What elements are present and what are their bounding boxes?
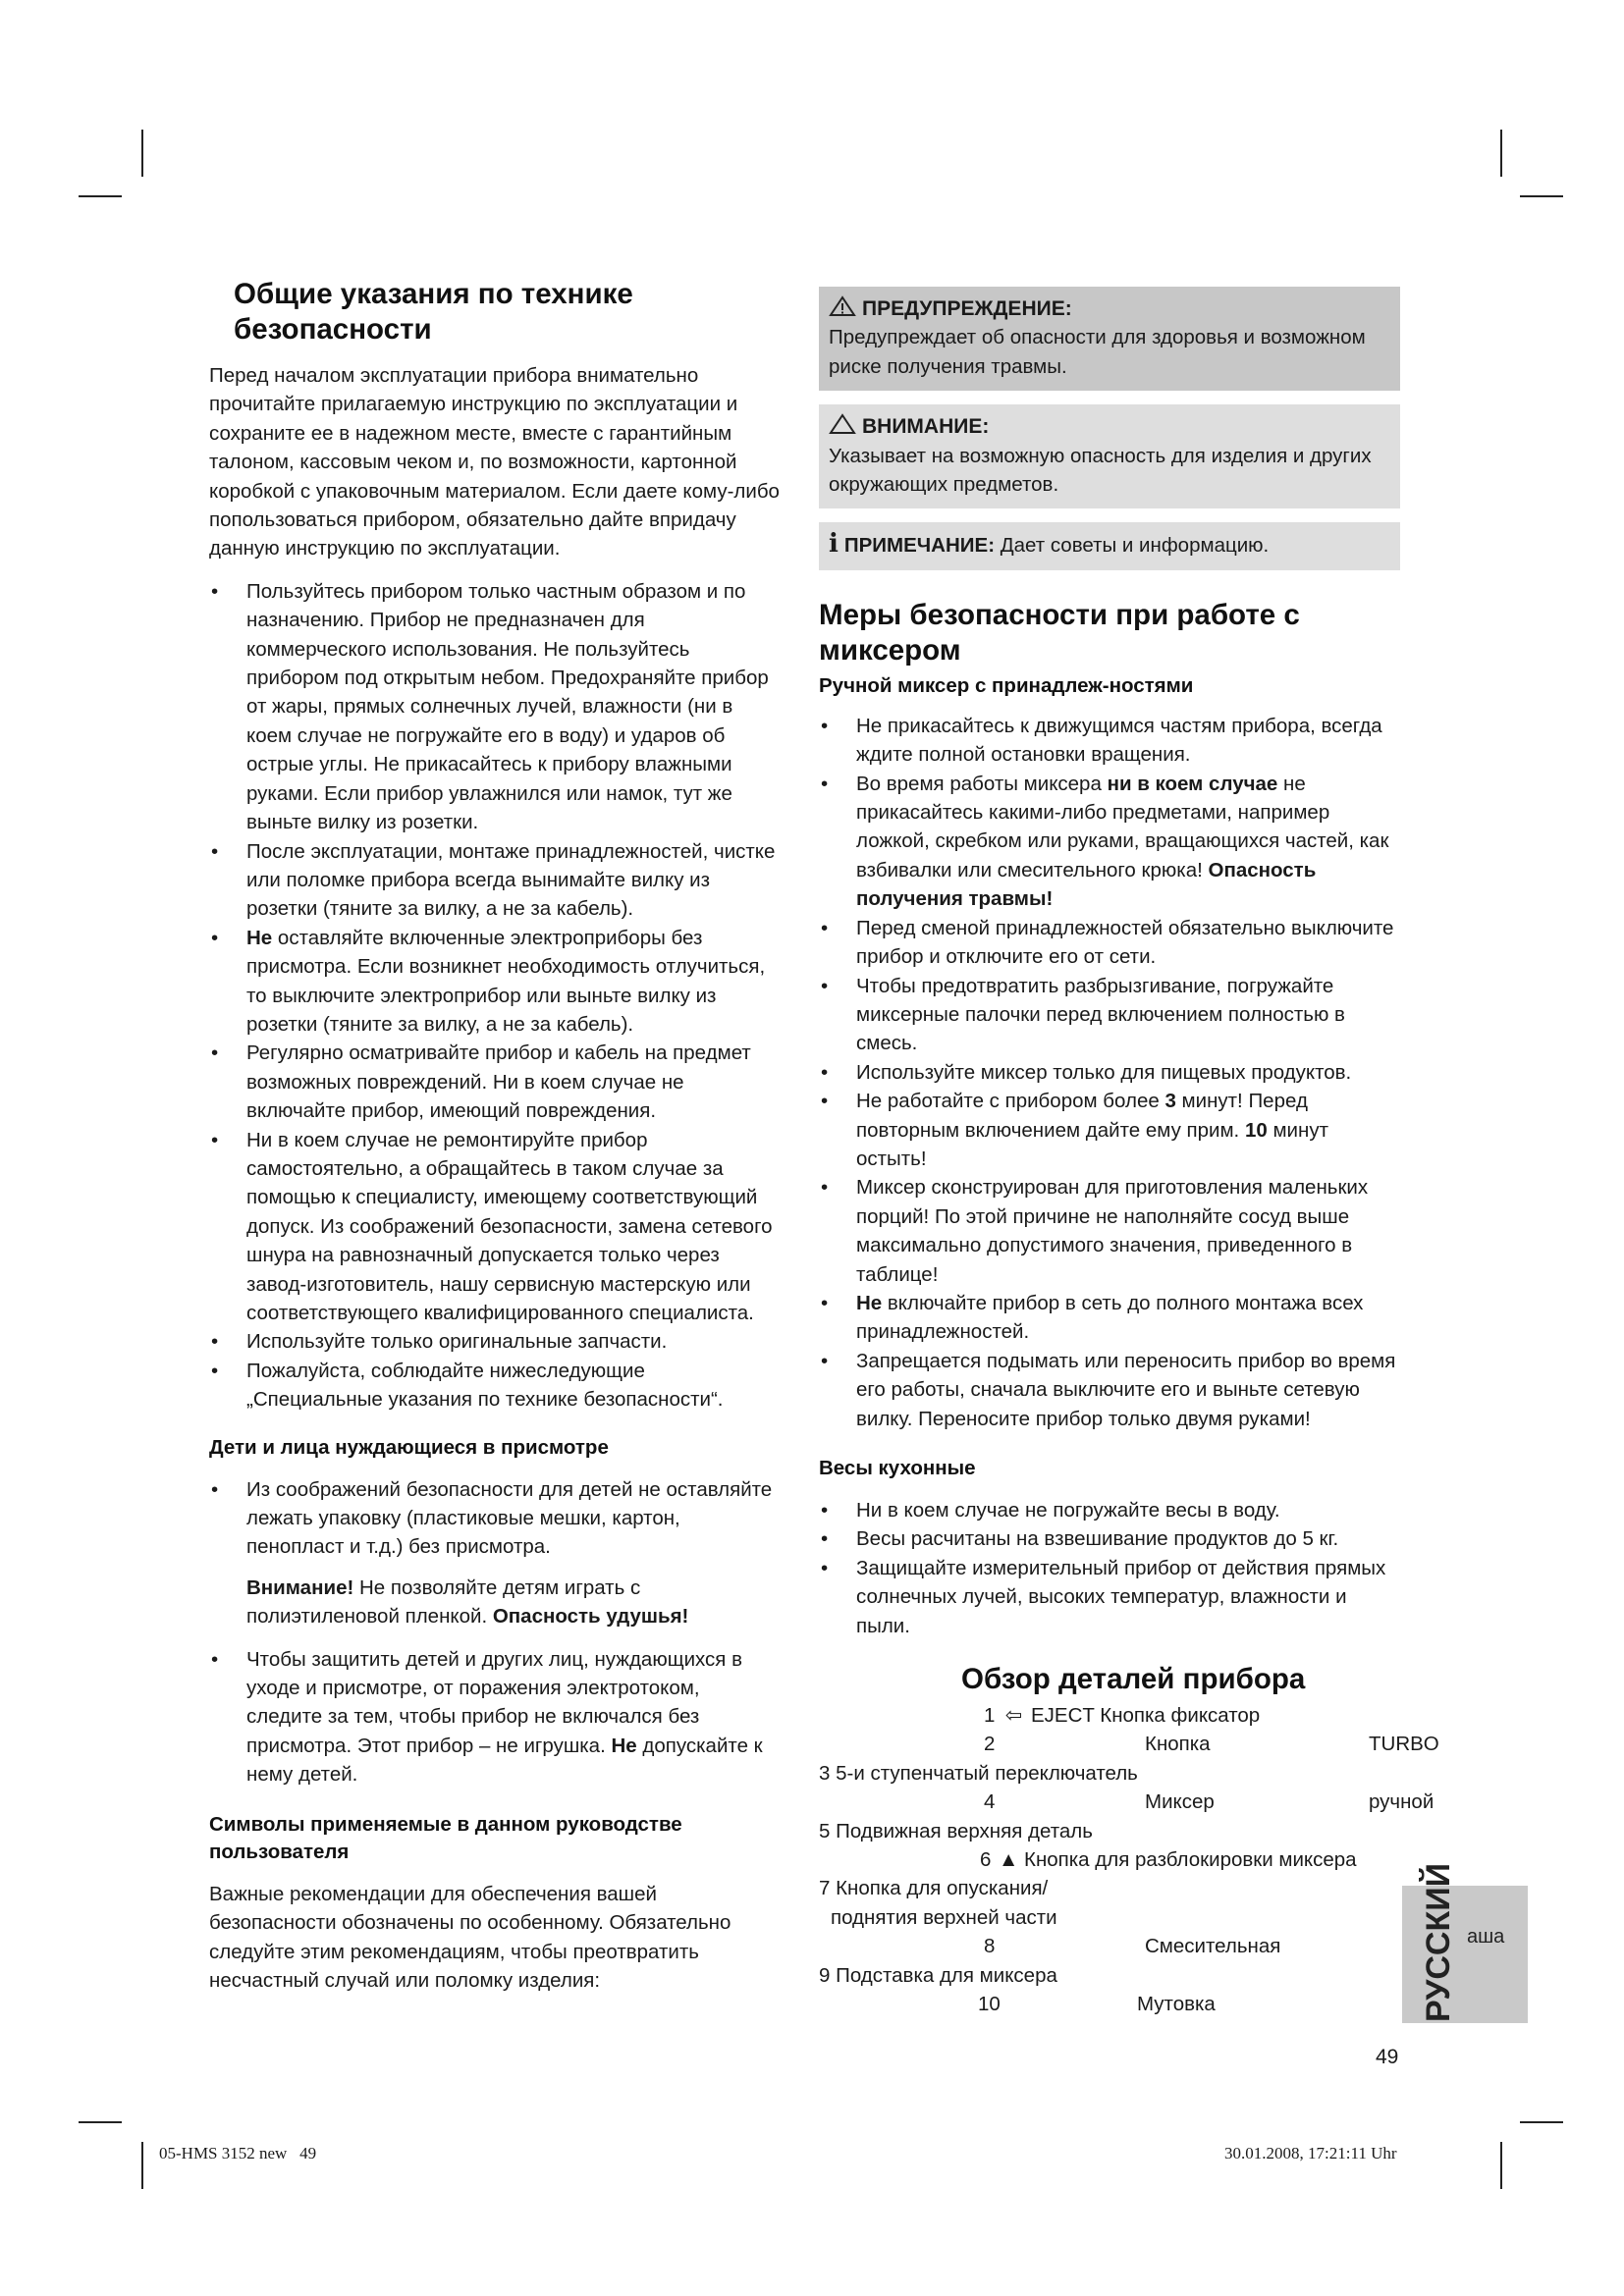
- left-column: [209, 277, 781, 1995]
- safety-list: [209, 577, 781, 1415]
- caution-title: ВНИМАНИЕ:: [862, 415, 990, 439]
- page-number: 49: [1376, 2046, 1399, 2068]
- children-list-2: [209, 1645, 781, 1789]
- children-heading: Дети и лица нуждающиеся в присмотре: [209, 1435, 609, 1459]
- children-list: [209, 1475, 781, 1562]
- list-item: • Защищайте измерительный прибор от действия прямых солнечных лучей, высоких температур, влажности и пыли.: [821, 1556, 1386, 1637]
- safety-title: Общие указания по технике безопасности: [234, 278, 633, 346]
- crop-mark: [79, 2121, 122, 2123]
- symbols-heading: Символы применяемые в данном руководстве пользователя: [209, 1812, 682, 1863]
- parts-row: 1 ⇦ EJECT Кнопка фиксатор: [819, 1701, 1400, 1730]
- note-box: [819, 522, 1400, 569]
- note-title: ПРИМЕЧАНИЕ:: [843, 534, 996, 558]
- crop-mark: [79, 195, 122, 197]
- warning-text: Предупреждает об опасности для здоровья и возможном риске получения травмы.: [829, 326, 1366, 378]
- warning-box: [819, 287, 1400, 391]
- language-tab-overlap-text: аша: [1467, 1926, 1505, 1948]
- caution-box: [819, 404, 1400, 508]
- crop-mark: [141, 2142, 143, 2189]
- parts-row: 7 Кнопка для опускания/: [819, 1877, 1049, 1900]
- list-item: • Регулярно осматривайте прибор и кабель на предмет возможных повреждений. Ни в коем случае не включайте прибор, имеющий повреждения.: [211, 1041, 751, 1123]
- crop-mark: [1520, 195, 1563, 197]
- list-item: • Не оставляйте включенные электроприборы без присмотра. Если возникнет необходимость отлучиться, то выключите электроприбор или выньте вилку из розетки (тяните за вилку, а не за кабель).: [211, 926, 766, 1036]
- mixer-title: Меры безопасности при работе с миксером: [819, 598, 1300, 667]
- eject-arrow-icon: ⇦: [1005, 1704, 1023, 1728]
- parts-row: 6 ▲ Кнопка для разблокировки миксера: [819, 1845, 1400, 1874]
- list-item: • Миксер сконструирован для приготовления маленьких порций! По этой причине не наполняйте сосуд выше максимально допустимого значения, приведенного в таблице!: [821, 1176, 1369, 1286]
- mixer-subtitle: Ручной миксер с принадлеж-ностями: [819, 673, 1194, 697]
- scales-list: [819, 1496, 1400, 1640]
- symbols-paragraph: Важные рекомендации для обеспечения вашей безопасности обозначены по особенному. Обязательно следуйте этим рекомендациям, чтобы преотвратить несчастный случай или поломку изделия:: [209, 1882, 731, 1992]
- footer-right: 30.01.2008, 17:21:11 Uhr: [1224, 2144, 1397, 2163]
- list-item: • Чтобы предотвратить разбрызгивание, погружайте миксерные палочки перед включением полностью в смесь.: [821, 974, 1345, 1055]
- list-item: • Во время работы миксера ни в коем случае не прикасайтесь какими-либо предметами, например ложкой, скребком или руками, вращающихся частей, как взбивалки или смесительного крюка! Опасность получения травмы!: [821, 772, 1389, 911]
- list-item: • Ни в коем случае не ремонтируйте прибор самостоятельно, а обращайтесь в таком случае за помощью к специалисту, имеющему соответствующий допуск. Из соображений безопасности, замена сетевого шнура на равнозначный допускается только через завод-изготовитель, нашу сервисную мастерскую или соответствующего квалифицированного специалиста.: [211, 1128, 773, 1324]
- unlock-triangle-icon: ▲: [999, 1847, 1019, 1871]
- intro-paragraph: Перед началом эксплуатации прибора внимательно прочитайте прилагаемую инструкцию по эксплуатации и сохраните ее в надежном месте, вместе с гарантийным талоном, кассовым чеком и, по возможности, картонной коробкой с упаковочным материалом. Если даете кому-либо попользоваться прибором, обязательно дайте впридачу данную инструкцию по эксплуатации.: [209, 364, 780, 561]
- caution-triangle-icon: [829, 413, 856, 435]
- list-item: • Используйте только оригинальные запчасти.: [211, 1330, 668, 1354]
- list-item: • Используйте миксер только для пищевых продуктов.: [821, 1060, 1352, 1084]
- list-item: • Не включайте прибор в сеть до полного монтажа всех принадлежностей.: [821, 1291, 1364, 1344]
- info-icon: i: [829, 529, 839, 560]
- parts-row: 2 Кнопка TURBO: [984, 1733, 1439, 1756]
- parts-row: 10 Мутовка: [978, 1992, 1216, 2015]
- parts-row: 9 Подставка для миксера: [819, 1963, 1057, 1987]
- parts-title: Обзор деталей прибора: [961, 1663, 1306, 1696]
- list-item: • Не работайте с прибором более 3 минут! Перед повторным включением дайте ему прим. 10 минут остыть!: [821, 1090, 1328, 1170]
- list-item: • Чтобы защитить детей и других лиц, нуждающихся в уходе и присмотре, от поражения электротоком, следите за тем, чтобы прибор не включался без присмотра. Этот прибор – не игрушка. Не допускайте к нему детей.: [211, 1647, 763, 1787]
- parts-row: 5 Подвижная верхняя деталь: [819, 1819, 1093, 1842]
- parts-row: 4 Миксер ручной: [984, 1790, 1435, 1814]
- caution-text: Указывает на возможную опасность для изделия и других окружающих предметов.: [829, 444, 1372, 497]
- crop-mark: [1520, 2121, 1563, 2123]
- language-tab-label: РУССКИЙ: [1420, 1862, 1457, 2022]
- list-item: • Весы расчитаны на взвешивание продуктов до 5 кг.: [821, 1527, 1339, 1551]
- parts-row: 8 Смесительная: [984, 1935, 1281, 1958]
- scales-heading: Весы кухонные: [819, 1457, 976, 1479]
- list-item: • Перед сменой принадлежностей обязательно выключите прибор и отключите его от сети.: [821, 916, 1394, 969]
- footer-left: 05-HMS 3152 new 49: [159, 2144, 317, 2163]
- list-item: • Пользуйтесь прибором только частным образом и по назначению. Прибор не предназначен для коммерческого использования. Не пользуйтесь прибором под открытым небом. Предохраняйте прибор от жары, прямых солнечных лучей, влажности (ни в коем случае не погружайте его в воду) и ударов об острые углы. Не прикасайтесь к прибору влажными руками. Если прибор увлажнился или намок, тут же выньте вилку из розетки.: [211, 579, 769, 834]
- warning-title: ПРЕДУПРЕЖДЕНИЕ:: [862, 297, 1072, 320]
- parts-row: 3 5-и ступенчатый переключатель: [819, 1761, 1138, 1785]
- list-item: • Пожалуйста, соблюдайте нижеследующие „Специальные указания по технике безопасности“.: [211, 1359, 724, 1412]
- list-item: • Не прикасайтесь к движущимся частям прибора, всегда ждите полной остановки вращения.: [821, 714, 1382, 767]
- list-item: • После эксплуатации, монтаже принадлежностей, чистке или поломке прибора всегда вынимайте вилку из розетки (тяните за вилку, а не за кабель).: [211, 839, 776, 921]
- attention-note: Внимание! Не позволяйте детям играть с полиэтиленовой пленкой. Опасность удушья!: [246, 1575, 689, 1629]
- list-item: • Ни в коем случае не погружайте весы в воду.: [821, 1499, 1280, 1522]
- note-text: Дает советы и информацию.: [995, 534, 1270, 558]
- list-item: • Из соображений безопасности для детей не оставляйте лежать упаковку (пластиковые мешки, картон, пенопласт и т.д.) без присмотра.: [211, 1477, 773, 1559]
- warning-triangle-icon: [829, 295, 856, 317]
- list-item: • Запрещается подымать или переносить прибор во время его работы, сначала выключите его и выньте сетевую вилку. Переносите прибор только двумя руками!: [821, 1349, 1396, 1430]
- parts-row: поднятия верхней части: [831, 1905, 1057, 1929]
- mixer-list: [819, 712, 1400, 1433]
- crop-mark: [1500, 130, 1502, 177]
- crop-mark: [1500, 2142, 1502, 2189]
- crop-mark: [141, 130, 143, 177]
